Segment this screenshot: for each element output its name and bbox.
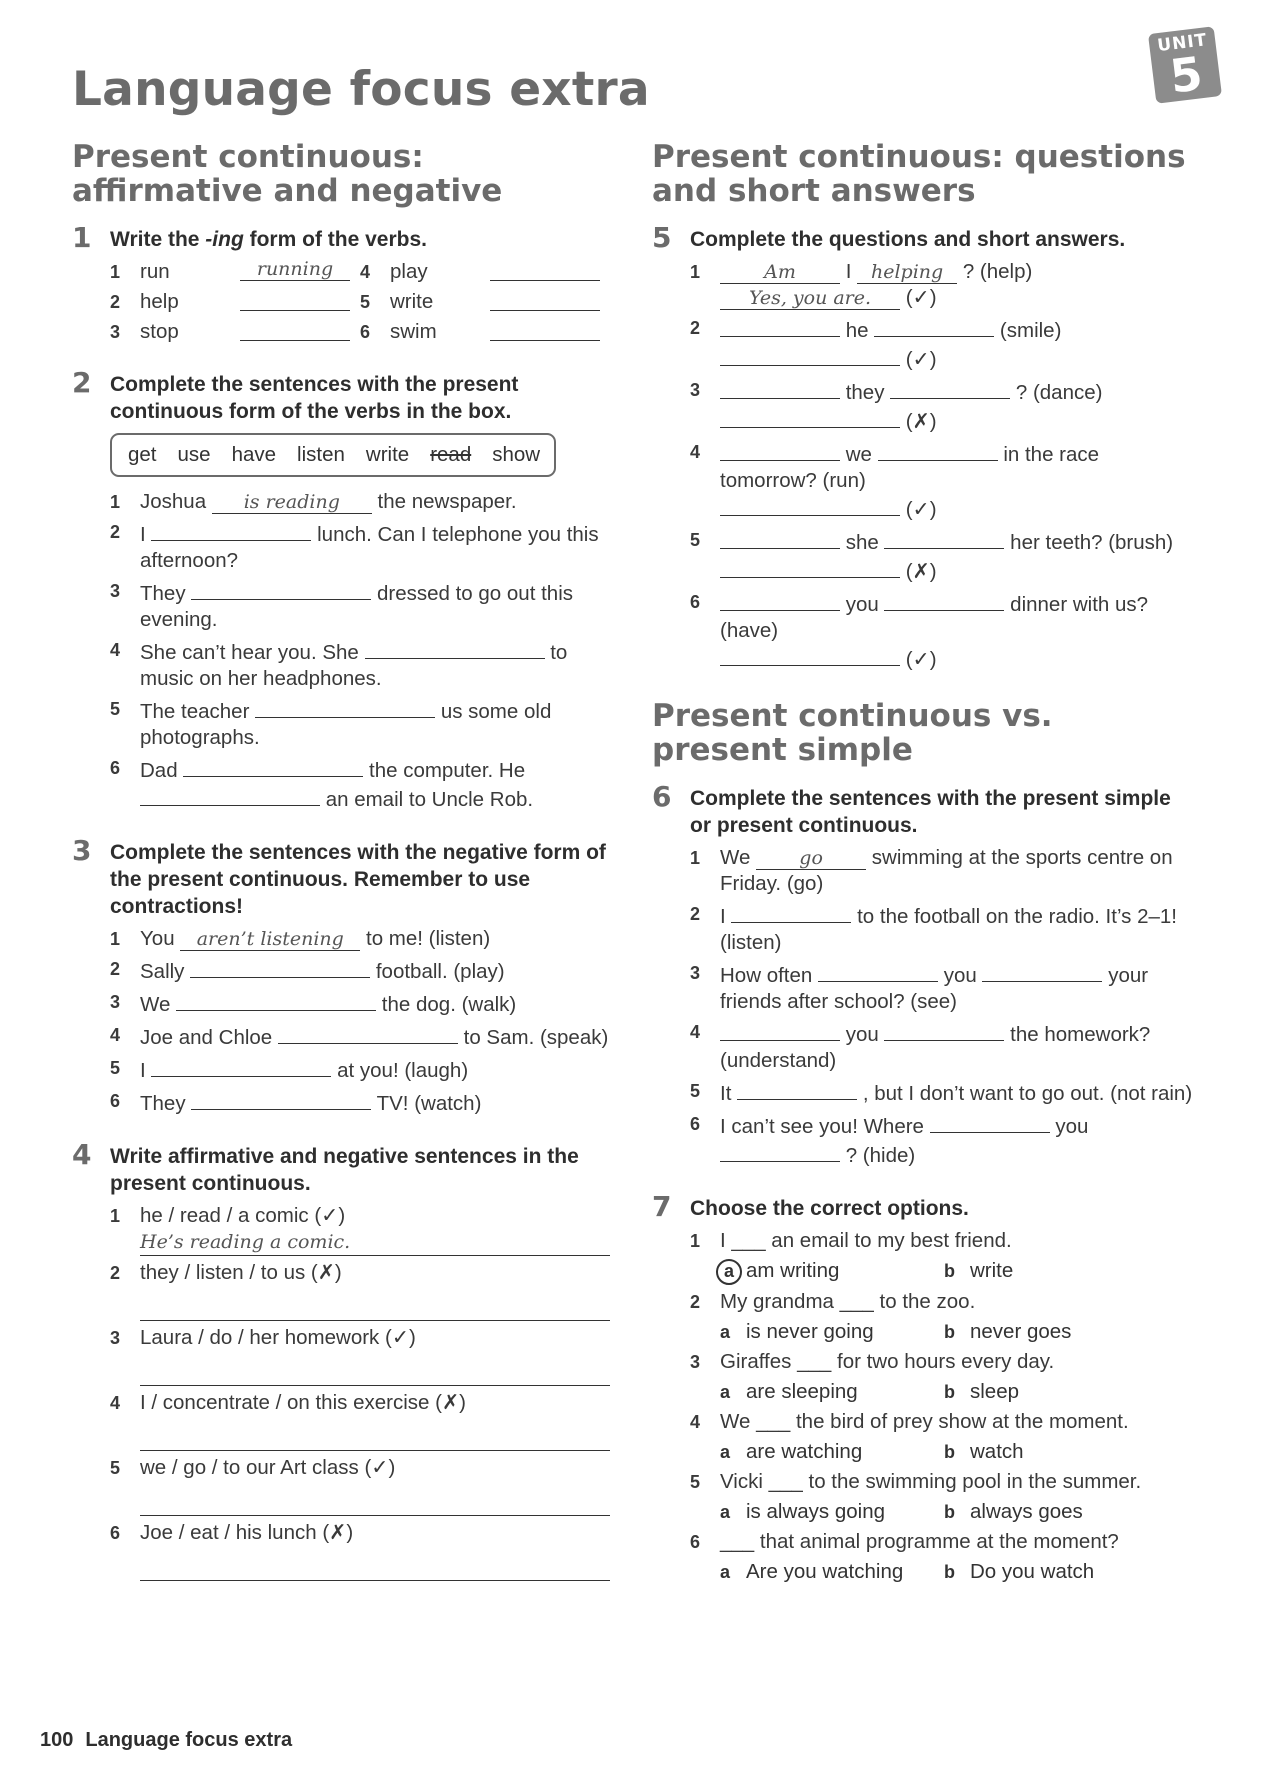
answer-line[interactable] bbox=[140, 1487, 610, 1516]
item-number: 6 bbox=[690, 1532, 701, 1552]
answer-blank[interactable] bbox=[183, 755, 363, 777]
item-number: 1 bbox=[690, 1231, 701, 1251]
sentence-end: dinner with us? (have) bbox=[720, 593, 1149, 642]
sentence-end: in the race tomorrow? (run) bbox=[720, 443, 1100, 492]
list-item bbox=[690, 439, 1197, 523]
sentence-end: an email to Uncle Rob. bbox=[325, 788, 534, 811]
answer-blank[interactable] bbox=[240, 289, 350, 311]
tick-mark: (✓) bbox=[905, 648, 937, 671]
question: We ___ the bird of prey show at the moment. bbox=[720, 1410, 1129, 1433]
list-item bbox=[690, 1228, 1197, 1254]
item-number: 4 bbox=[110, 1393, 121, 1413]
answer-line[interactable] bbox=[140, 1357, 610, 1386]
answer-blank[interactable] bbox=[884, 589, 1004, 611]
sentence-end: ? (help) bbox=[962, 260, 1033, 283]
item-number: 4 bbox=[110, 640, 121, 660]
exercise-instruction: Complete the sentences with the negative form of the present continuous. Remember to use contractions! bbox=[110, 841, 606, 918]
box-word: show bbox=[492, 443, 541, 466]
item-number: 3 bbox=[690, 1352, 701, 1372]
instruction-text: form of the verbs. bbox=[243, 228, 427, 251]
list-item bbox=[690, 1111, 1197, 1169]
options bbox=[690, 1499, 1197, 1525]
question: Vicki ___ to the swimming pool in the summer. bbox=[720, 1470, 1142, 1493]
option-text: are sleeping bbox=[746, 1380, 858, 1403]
item-number: 5 bbox=[360, 292, 371, 312]
item-number: 5 bbox=[690, 1081, 701, 1101]
section-title: Present continuous vs. present simple bbox=[652, 698, 1053, 768]
item-number: 6 bbox=[110, 758, 121, 778]
sentence-end: , but I don’t want to go out. (not rain) bbox=[862, 1082, 1193, 1105]
page-footer bbox=[40, 1729, 292, 1752]
list-item bbox=[110, 1022, 612, 1051]
sentence-end: swimming at the sports centre on Friday. (go) bbox=[720, 846, 1173, 895]
item-number: 2 bbox=[690, 1292, 701, 1312]
tick-mark: (✓) bbox=[905, 348, 937, 371]
answer-line[interactable] bbox=[140, 1422, 610, 1451]
answer-blank[interactable] bbox=[890, 377, 1010, 399]
sentence-start: We bbox=[720, 846, 751, 869]
option-text: is never going bbox=[746, 1320, 874, 1343]
left-column bbox=[72, 140, 612, 1607]
tick-mark: (✓) bbox=[905, 286, 937, 309]
answer-blank[interactable] bbox=[874, 315, 994, 337]
item-number: 2 bbox=[110, 1263, 121, 1283]
answer-blank[interactable]: aren’t listening bbox=[180, 929, 360, 951]
item-number: 3 bbox=[110, 1328, 121, 1348]
option-text: always goes bbox=[970, 1500, 1083, 1523]
exercise-number: 4 bbox=[72, 1138, 92, 1171]
option-letter: b bbox=[944, 1502, 955, 1522]
option-b[interactable] bbox=[944, 1379, 1144, 1405]
list-item bbox=[110, 926, 612, 952]
list-item bbox=[110, 989, 612, 1018]
option-letter: a bbox=[720, 1322, 731, 1342]
option-text: watch bbox=[970, 1440, 1024, 1463]
box-word: use bbox=[177, 443, 211, 466]
exercise-3 bbox=[72, 834, 612, 1117]
item-number: 4 bbox=[690, 1412, 701, 1432]
sentence-end: the dog. (walk) bbox=[381, 993, 517, 1016]
item-number: 2 bbox=[690, 318, 701, 338]
sentence-end: to Sam. (speak) bbox=[463, 1026, 609, 1049]
answer-blank[interactable] bbox=[176, 989, 376, 1011]
item-number: 2 bbox=[690, 904, 701, 924]
section-title: Present continuous: questions and short answers bbox=[652, 139, 1186, 209]
option-text: never goes bbox=[970, 1320, 1072, 1343]
unit-number: 5 bbox=[1167, 46, 1206, 104]
list-item bbox=[690, 1289, 1197, 1315]
list-item bbox=[110, 1088, 612, 1117]
list-item bbox=[110, 755, 612, 813]
item-number: 4 bbox=[690, 1022, 701, 1042]
item-number: 5 bbox=[690, 530, 701, 550]
list-item bbox=[690, 589, 1197, 673]
options bbox=[690, 1439, 1197, 1465]
exercise-number: 7 bbox=[652, 1190, 672, 1223]
subject: she bbox=[845, 531, 879, 554]
subject: you bbox=[845, 593, 879, 616]
answer-blank[interactable] bbox=[140, 784, 320, 806]
circled-letter: a bbox=[716, 1259, 742, 1285]
answer-blank[interactable] bbox=[720, 589, 840, 611]
item-number: 6 bbox=[690, 592, 701, 612]
option-b[interactable] bbox=[944, 1559, 1144, 1585]
item-number: 1 bbox=[690, 262, 701, 282]
page-number: 100 bbox=[40, 1729, 74, 1751]
item-number: 1 bbox=[110, 929, 121, 949]
item-number: 5 bbox=[110, 1458, 121, 1478]
answer-blank[interactable]: running bbox=[240, 259, 350, 281]
sentence-end: to music on her headphones. bbox=[140, 641, 568, 690]
answer-blank[interactable] bbox=[720, 377, 840, 399]
answer-line[interactable] bbox=[140, 1292, 610, 1321]
answer-blank[interactable] bbox=[490, 319, 600, 341]
short-answer-blank[interactable] bbox=[720, 556, 900, 578]
option-text: are watching bbox=[746, 1440, 863, 1463]
short-answer-blank[interactable]: Yes, you are. bbox=[720, 288, 900, 310]
item-number: 2 bbox=[110, 292, 121, 312]
item-number: 3 bbox=[110, 322, 121, 342]
sentence-end: the newspaper. bbox=[377, 490, 517, 513]
item-number: 2 bbox=[110, 959, 121, 979]
answer-blank[interactable] bbox=[720, 1019, 840, 1041]
box-word-crossed: read bbox=[430, 443, 472, 466]
verb-grid bbox=[110, 259, 612, 345]
exercise-instruction: Write affirmative and negative sentences in the present continuous. bbox=[110, 1145, 579, 1195]
word-box bbox=[110, 433, 556, 477]
sentence-end: dressed to go out this evening. bbox=[140, 582, 573, 631]
option-a[interactable] bbox=[720, 1559, 944, 1585]
sentence-end: to me! (listen) bbox=[366, 927, 491, 950]
option-letter: b bbox=[944, 1442, 955, 1462]
answer-line[interactable]: He’s reading a comic. bbox=[140, 1229, 610, 1256]
item-number: 6 bbox=[110, 1091, 121, 1111]
list-item bbox=[110, 519, 612, 574]
sentence-start: I bbox=[140, 523, 146, 546]
subject: he bbox=[845, 319, 869, 342]
item-number: 4 bbox=[360, 262, 371, 282]
sentence-start: The teacher bbox=[140, 700, 250, 723]
item-number: 3 bbox=[690, 963, 701, 983]
tick-mark: (✓) bbox=[905, 498, 937, 521]
option-text: sleep bbox=[970, 1380, 1020, 1403]
item-number: 5 bbox=[110, 699, 121, 719]
exercise-number: 2 bbox=[72, 366, 92, 399]
sentence-start: Dad bbox=[140, 759, 178, 782]
item-number: 1 bbox=[110, 1206, 121, 1226]
exercise-number: 3 bbox=[72, 834, 92, 867]
list-item bbox=[690, 1469, 1197, 1495]
option-a[interactable] bbox=[720, 1439, 944, 1465]
option-text: Are you watching bbox=[746, 1560, 904, 1583]
list-item bbox=[690, 1349, 1197, 1375]
exercise-2 bbox=[72, 366, 612, 813]
option-text: am writing bbox=[746, 1259, 840, 1282]
sentence-mid: you bbox=[1055, 1115, 1089, 1138]
answer-blank[interactable] bbox=[191, 578, 371, 600]
exercise-5 bbox=[652, 221, 1197, 673]
short-answer-blank[interactable] bbox=[720, 344, 900, 366]
exercise-instruction: Complete the sentences with the present continuous form of the verbs in the box. bbox=[110, 373, 519, 423]
question: My grandma ___ to the zoo. bbox=[720, 1290, 976, 1313]
list-item bbox=[690, 1409, 1197, 1435]
sentence-start: Joe and Chloe bbox=[140, 1026, 273, 1049]
answer-blank[interactable] bbox=[490, 259, 600, 281]
prompt: Laura / do / her homework (✓) bbox=[140, 1326, 416, 1349]
item-number: 6 bbox=[110, 1523, 121, 1543]
question: I ___ an email to my best friend. bbox=[720, 1229, 1012, 1252]
list-item bbox=[110, 578, 612, 633]
answer-blank[interactable]: is reading bbox=[212, 492, 372, 514]
subject: we bbox=[845, 443, 872, 466]
answer-blank[interactable] bbox=[151, 1055, 331, 1077]
subject: they bbox=[845, 381, 885, 404]
box-word: get bbox=[128, 443, 157, 466]
sentence-start: She can’t hear you. She bbox=[140, 641, 359, 664]
option-b[interactable] bbox=[944, 1499, 1144, 1525]
answer-blank[interactable] bbox=[240, 319, 350, 341]
options bbox=[690, 1319, 1197, 1345]
option-letter: b bbox=[944, 1261, 955, 1281]
list-item bbox=[110, 1325, 612, 1386]
sentence-end: TV! (watch) bbox=[376, 1092, 482, 1115]
answer-blank[interactable] bbox=[737, 1078, 857, 1100]
option-b[interactable] bbox=[944, 1319, 1144, 1345]
option-letter: a bbox=[720, 1502, 731, 1522]
item-number: 2 bbox=[110, 522, 121, 542]
short-answer-blank[interactable] bbox=[720, 406, 900, 428]
prompt: Joe / eat / his lunch (✗) bbox=[140, 1521, 354, 1544]
prompt: they / listen / to us (✗) bbox=[140, 1261, 342, 1284]
list-item bbox=[690, 901, 1197, 956]
footer-title: Language focus extra bbox=[85, 1729, 293, 1751]
sentence-start: I can’t see you! Where bbox=[720, 1115, 924, 1138]
sentence-start: How often bbox=[720, 964, 813, 987]
list-item bbox=[690, 315, 1197, 373]
list-item bbox=[690, 1529, 1197, 1555]
option-b[interactable] bbox=[944, 1258, 1144, 1285]
option-letter: b bbox=[944, 1562, 955, 1582]
sentence-end: at you! (laugh) bbox=[337, 1059, 469, 1082]
sentence-start: They bbox=[140, 582, 186, 605]
answer-blank[interactable] bbox=[878, 439, 998, 461]
item-number: 1 bbox=[110, 262, 121, 282]
verb: write bbox=[390, 290, 434, 313]
answer-blank[interactable] bbox=[884, 527, 1004, 549]
exercise-7 bbox=[652, 1190, 1197, 1585]
sentence-end: lunch. Can I telephone you this afternoon? bbox=[140, 523, 599, 572]
subject: I bbox=[845, 260, 852, 283]
answer-blank[interactable] bbox=[884, 1019, 1004, 1041]
list-item bbox=[110, 1203, 612, 1256]
box-word: have bbox=[231, 443, 277, 466]
cross-mark: (✗) bbox=[905, 410, 937, 433]
list-item bbox=[690, 377, 1197, 435]
option-a[interactable] bbox=[720, 1258, 944, 1285]
answer-blank[interactable] bbox=[982, 960, 1102, 982]
cross-mark: (✗) bbox=[905, 560, 937, 583]
list-item bbox=[690, 527, 1197, 585]
sentence-end: your friends after school? (see) bbox=[720, 964, 1149, 1013]
option-b[interactable] bbox=[944, 1439, 1144, 1465]
sentence-end: (smile) bbox=[999, 319, 1062, 342]
list-item bbox=[110, 956, 612, 985]
list-item bbox=[690, 259, 1197, 311]
sentence-end: football. (play) bbox=[375, 960, 505, 983]
exercise-6 bbox=[652, 780, 1197, 1169]
sentence-start: We bbox=[140, 993, 171, 1016]
item-number: 6 bbox=[360, 322, 371, 342]
list-item bbox=[690, 960, 1197, 1015]
right-column bbox=[652, 140, 1197, 1611]
exercise-instruction: Choose the correct options. bbox=[690, 1197, 969, 1220]
answer-blank[interactable]: go bbox=[756, 848, 866, 870]
list-item bbox=[110, 1055, 612, 1084]
sentence-start: They bbox=[140, 1092, 186, 1115]
list-item bbox=[690, 845, 1197, 897]
verb: run bbox=[140, 260, 170, 283]
answer-blank[interactable]: Am bbox=[720, 262, 840, 284]
item-number: 5 bbox=[690, 1472, 701, 1492]
unit-badge bbox=[1148, 26, 1222, 104]
sentence-start: It bbox=[720, 1082, 732, 1105]
section-title: Present continuous: affirmative and negative bbox=[72, 139, 503, 209]
option-text: write bbox=[970, 1259, 1014, 1282]
list-item bbox=[110, 1390, 612, 1451]
prompt: we / go / to our Art class (✓) bbox=[140, 1456, 396, 1479]
short-answer-blank[interactable] bbox=[720, 494, 900, 516]
item-number: 5 bbox=[110, 1058, 121, 1078]
option-letter: a bbox=[720, 1442, 731, 1462]
item-number: 6 bbox=[690, 1114, 701, 1134]
answer-blank[interactable] bbox=[190, 956, 370, 978]
verb: play bbox=[390, 260, 428, 283]
answer-blank[interactable] bbox=[818, 960, 938, 982]
item-number: 3 bbox=[110, 992, 121, 1012]
answer-blank[interactable] bbox=[191, 1088, 371, 1110]
options bbox=[690, 1559, 1197, 1585]
exercise-1 bbox=[72, 221, 612, 345]
answer-blank[interactable] bbox=[490, 289, 600, 311]
short-answer-blank[interactable] bbox=[720, 644, 900, 666]
item-number: 4 bbox=[110, 1025, 121, 1045]
list-item bbox=[690, 1078, 1197, 1107]
exercise-number: 6 bbox=[652, 780, 672, 813]
list-item bbox=[110, 1260, 612, 1321]
sentence-start: Sally bbox=[140, 960, 185, 983]
sentence-end: to the football on the radio. It’s 2–1! (listen) bbox=[720, 905, 1177, 954]
answer-blank[interactable] bbox=[731, 901, 851, 923]
exercise-instruction: Complete the sentences with the present simple or present continuous. bbox=[690, 787, 1171, 837]
answer-blank[interactable] bbox=[278, 1022, 458, 1044]
item-number: 3 bbox=[690, 380, 701, 400]
item-number: 1 bbox=[110, 492, 121, 512]
verb: swim bbox=[390, 320, 437, 343]
sentence-end: ? (dance) bbox=[1015, 381, 1103, 404]
sentence-end: her teeth? (brush) bbox=[1010, 531, 1174, 554]
instruction-text: Write the bbox=[110, 228, 206, 251]
sentence-end: the homework? (understand) bbox=[720, 1023, 1151, 1072]
list-item bbox=[110, 637, 612, 692]
exercise-instruction: Complete the questions and short answers. bbox=[690, 228, 1126, 251]
option-letter: a bbox=[720, 1382, 731, 1402]
exercise-number: 5 bbox=[652, 221, 672, 254]
option-text: Do you watch bbox=[970, 1560, 1095, 1583]
answer-blank[interactable] bbox=[720, 527, 840, 549]
page-title: Language focus extra bbox=[72, 62, 650, 117]
options bbox=[690, 1379, 1197, 1405]
item-number: 3 bbox=[110, 581, 121, 601]
options bbox=[690, 1258, 1197, 1285]
list-item bbox=[110, 1520, 612, 1581]
list-item bbox=[110, 696, 612, 751]
answer-blank[interactable] bbox=[930, 1111, 1050, 1133]
exercise-number: 1 bbox=[72, 221, 92, 254]
box-word: write bbox=[365, 443, 410, 466]
box-word: listen bbox=[297, 443, 345, 466]
verb: stop bbox=[140, 320, 179, 343]
sentence-start: I bbox=[720, 905, 726, 928]
option-letter: a bbox=[720, 1562, 731, 1582]
option-a[interactable] bbox=[720, 1499, 944, 1525]
sentence-start: You bbox=[140, 927, 175, 950]
verb: help bbox=[140, 290, 179, 313]
answer-blank[interactable] bbox=[365, 637, 545, 659]
sentence-mid: you bbox=[943, 964, 977, 987]
answer-blank[interactable] bbox=[720, 439, 840, 461]
option-a[interactable] bbox=[720, 1319, 944, 1345]
question: ___ that animal programme at the moment? bbox=[720, 1530, 1119, 1553]
sentence-start: I bbox=[140, 1059, 146, 1082]
answer-blank[interactable] bbox=[720, 1140, 840, 1162]
sentence-end: us some old photographs. bbox=[140, 700, 552, 749]
answer-blank[interactable] bbox=[255, 696, 435, 718]
option-letter: b bbox=[944, 1382, 955, 1402]
sentence-start: Joshua bbox=[140, 490, 207, 513]
option-a[interactable] bbox=[720, 1379, 944, 1405]
answer-blank[interactable] bbox=[720, 315, 840, 337]
exercise-4 bbox=[72, 1138, 612, 1581]
answer-line[interactable] bbox=[140, 1552, 610, 1581]
option-text: is always going bbox=[746, 1500, 886, 1523]
list-item bbox=[110, 489, 612, 515]
list-item bbox=[110, 1455, 612, 1516]
unit-label: UNIT bbox=[1156, 30, 1209, 57]
list-item bbox=[690, 1019, 1197, 1074]
option-letter: b bbox=[944, 1322, 955, 1342]
item-number: 4 bbox=[690, 442, 701, 462]
sentence-mid: you bbox=[845, 1023, 879, 1046]
prompt: he / read / a comic (✓) bbox=[140, 1204, 346, 1227]
prompt: I / concentrate / on this exercise (✗) bbox=[140, 1391, 466, 1414]
question: Giraffes ___ for two hours every day. bbox=[720, 1350, 1055, 1373]
answer-blank[interactable] bbox=[151, 519, 311, 541]
exercise-instruction bbox=[110, 226, 612, 253]
sentence-mid: the computer. He bbox=[369, 759, 526, 782]
answer-blank[interactable]: helping bbox=[857, 262, 957, 284]
sentence-end: ? (hide) bbox=[845, 1144, 916, 1167]
instruction-ing: -ing bbox=[205, 228, 244, 251]
item-number: 1 bbox=[690, 848, 701, 868]
